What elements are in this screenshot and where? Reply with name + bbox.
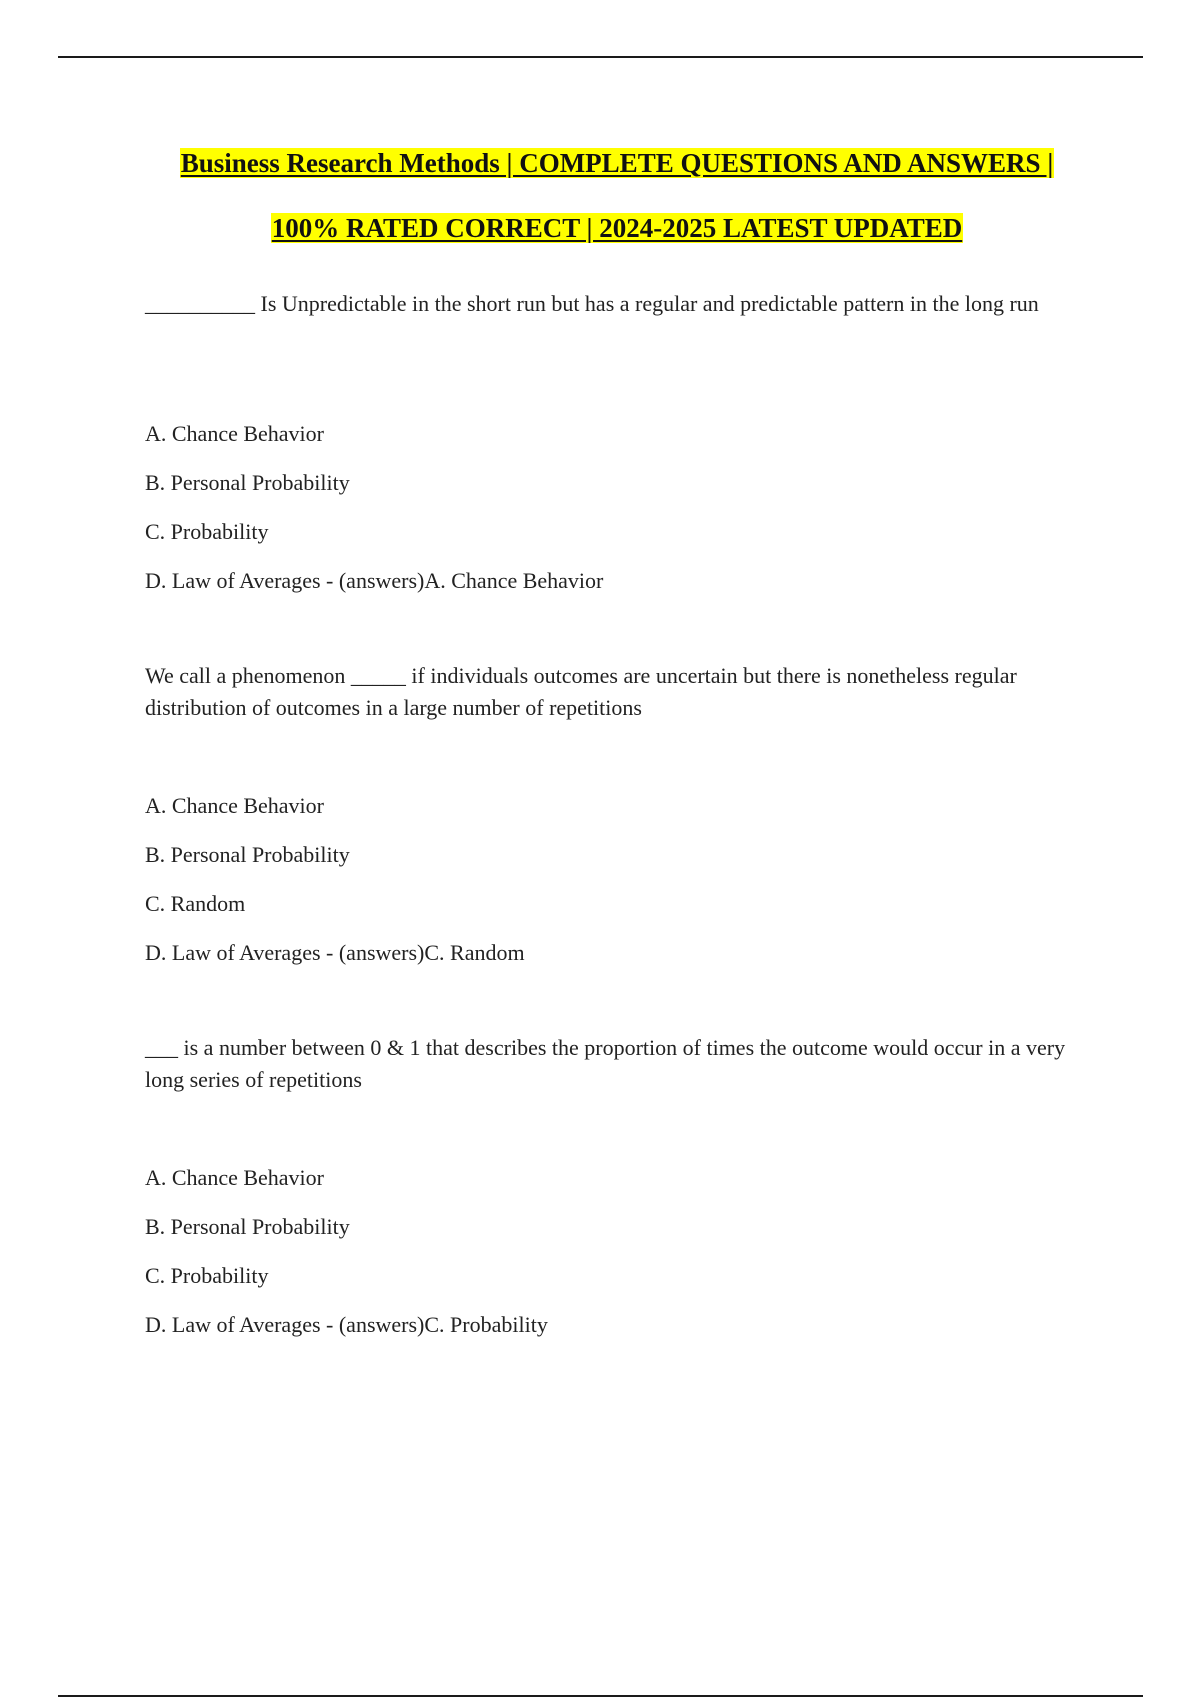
question-3-text: ___ is a number between 0 & 1 that describes the proportion of times the outcome would occur in a very long series of repetitions [145,1035,1066,1092]
document-title-line-2 [0,211,1200,245]
question-1-option-a: A. Chance Behavior [145,421,324,446]
question-2-option-d: D. Law of Averages - (answers)C. Random [145,940,525,965]
question-1-text: __________ Is Unpredictable in the short run but has a regular and predictable pattern in the long run [145,291,1039,316]
question-2-option-b: B. Personal Probability [145,842,350,867]
top-rule [58,56,1143,58]
question-3-option-b: B. Personal Probability [145,1214,350,1239]
question-3-option-c: C. Probability [145,1263,269,1288]
question-3-option-a: A. Chance Behavior [145,1165,324,1190]
question-3-option-d: D. Law of Averages - (answers)C. Probability [145,1312,548,1337]
title-highlight-2: 100% RATED CORRECT | 2024-2025 LATEST UPDATED [271,213,963,243]
title-highlight-1: Business Research Methods | COMPLETE QUESTIONS AND ANSWERS | [180,148,1054,178]
question-2-option-a: A. Chance Behavior [145,793,324,818]
bottom-rule [58,1695,1143,1697]
question-1-option-d: D. Law of Averages - (answers)A. Chance Behavior [145,568,604,593]
document-title-line-1 [0,146,1200,180]
question-1-option-c: C. Probability [145,519,269,544]
question-2-option-c: C. Random [145,891,246,916]
question-2-text: We call a phenomenon _____ if individuals outcomes are uncertain but there is nonetheless regular distribution of outcomes in a large number of repetitions [145,663,1017,720]
question-1-option-b: B. Personal Probability [145,470,350,495]
